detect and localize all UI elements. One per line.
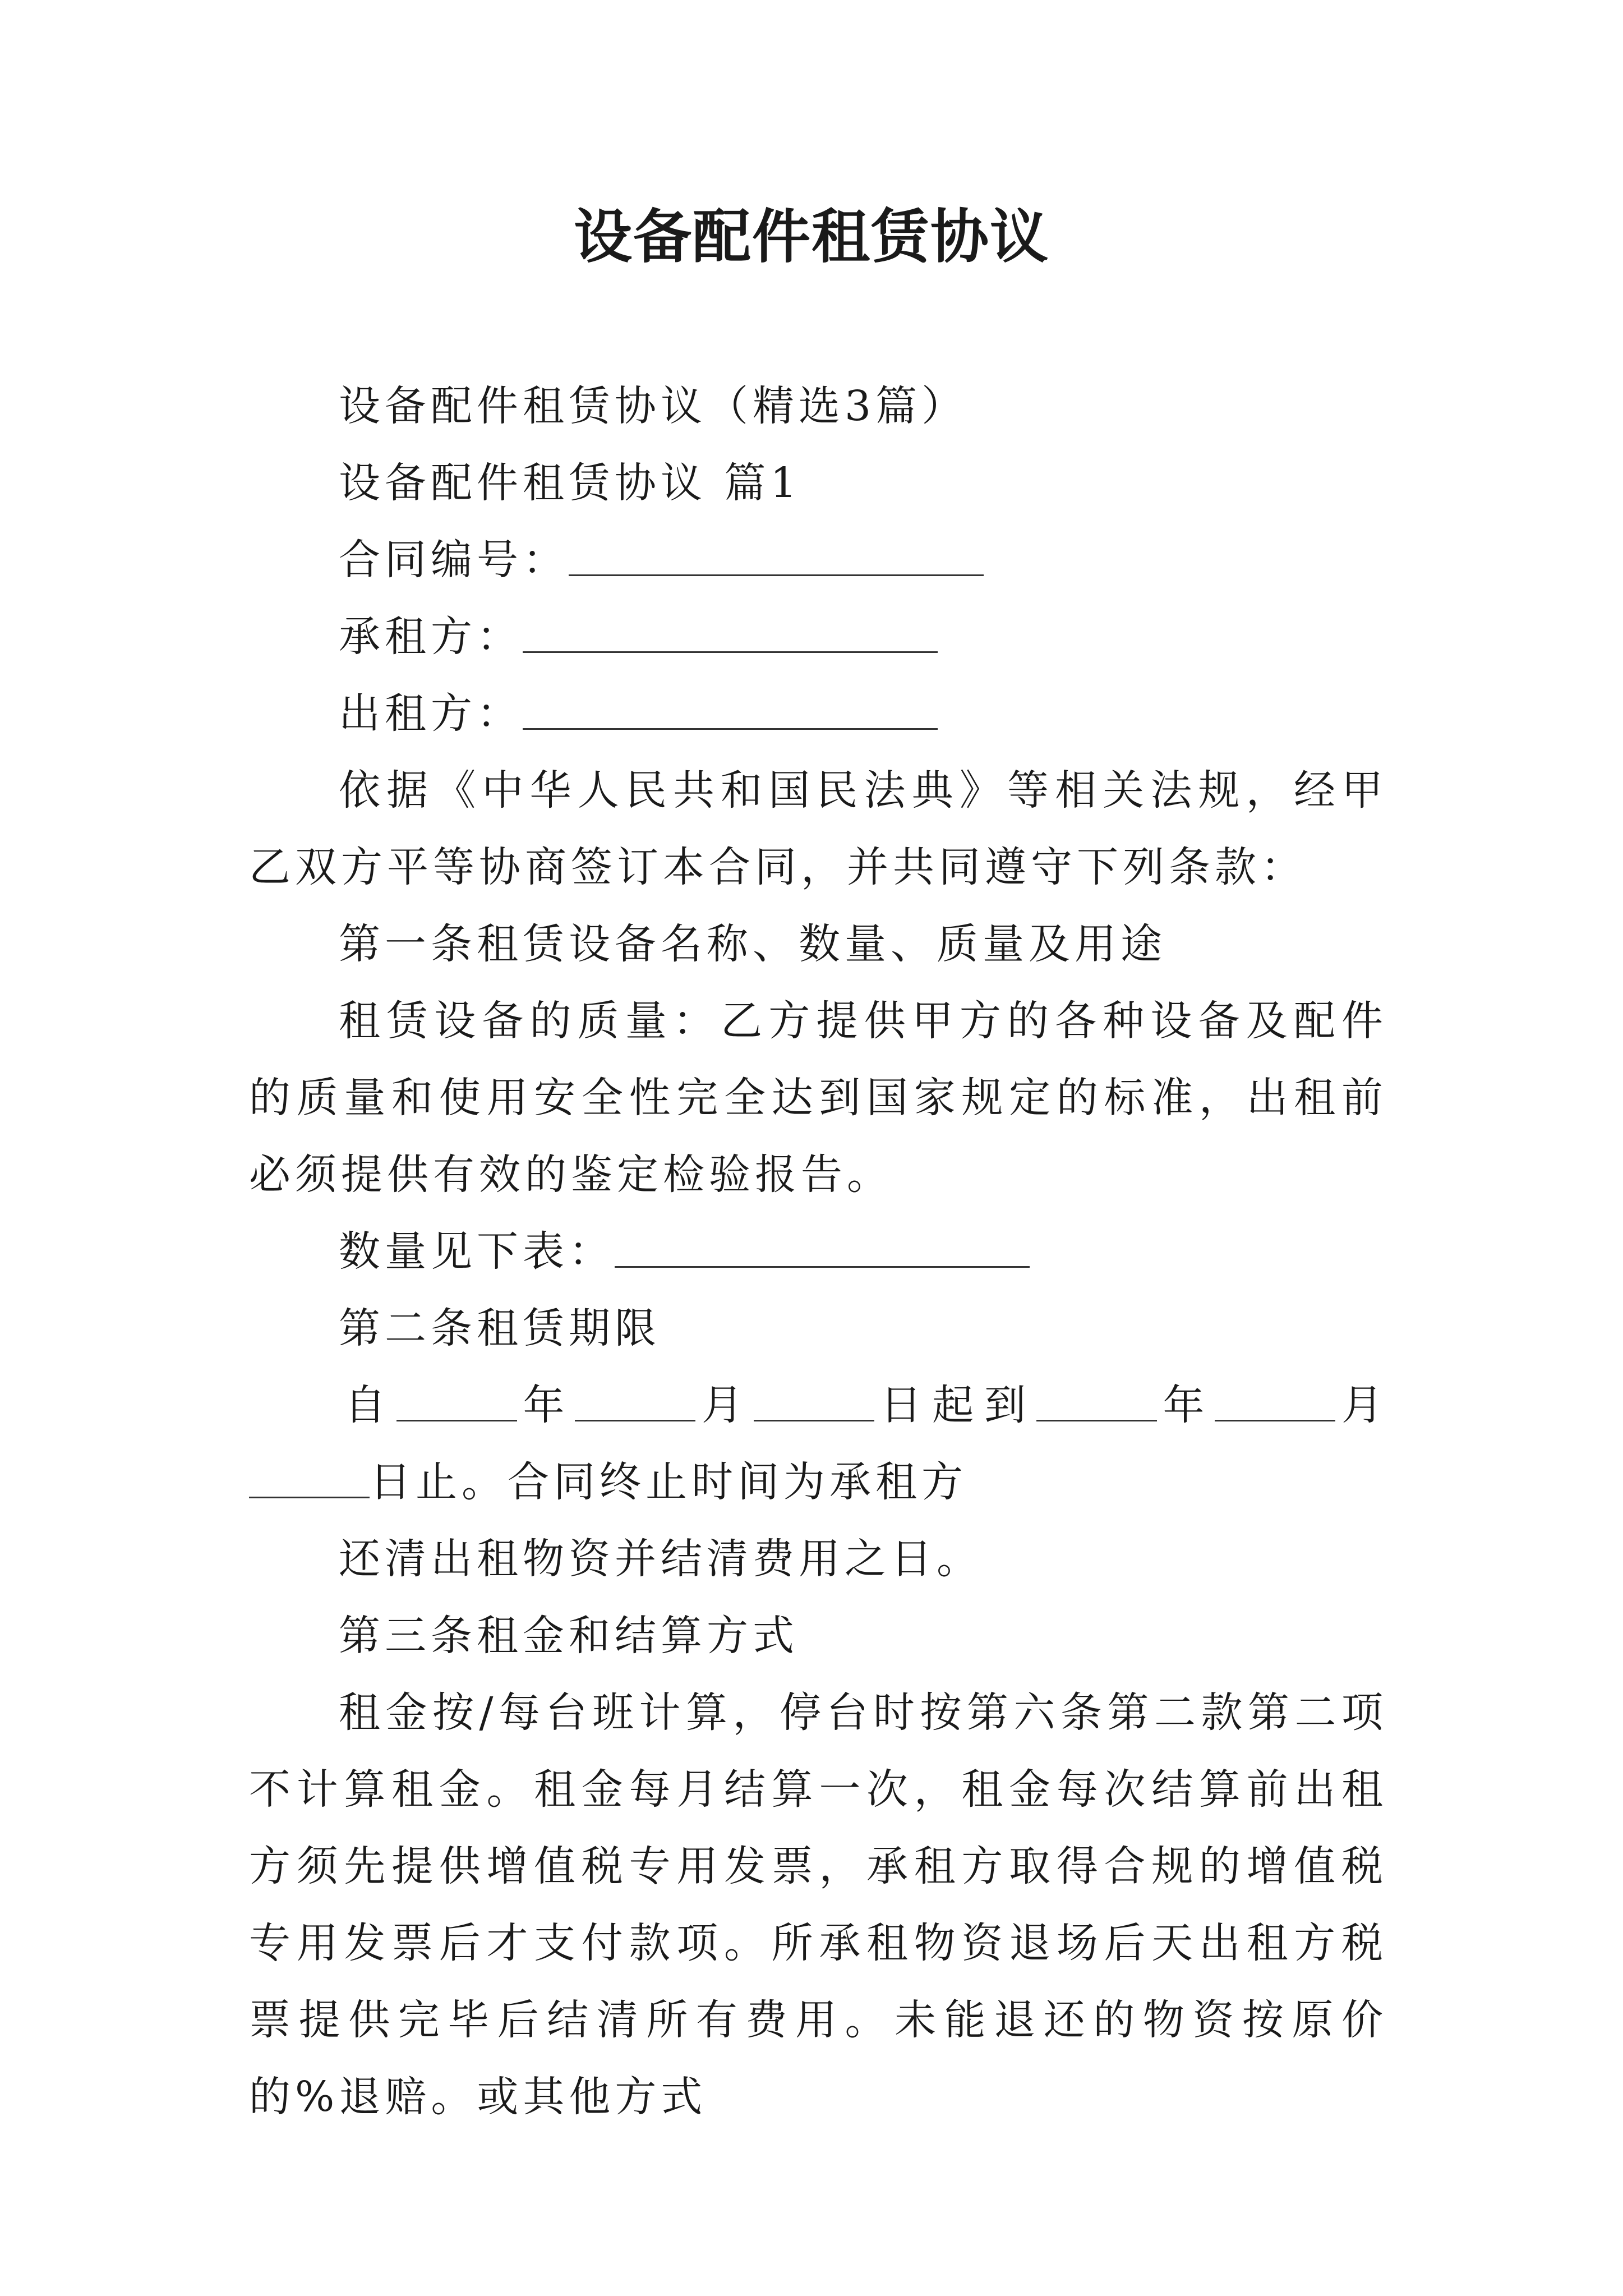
quantity-label: 数量见下表：: [339, 1227, 615, 1276]
section-heading: 设备配件租赁协议 篇1: [339, 459, 801, 507]
quantity-blank: [615, 1227, 1030, 1268]
start-year-label: 年: [517, 1381, 575, 1429]
start-day-blank: [754, 1381, 874, 1421]
intro-paragraph: 依据《中华人民共和国民法典》等相关法规，经甲乙双方平等协商签订本合同，并共同遵守下列条款：: [249, 766, 1387, 891]
document-title: 设备配件租赁协议: [573, 203, 1049, 271]
article1-heading: 第一条租赁设备名称、数量、质量及用途: [339, 920, 1166, 968]
end-month-blank: [1215, 1381, 1335, 1421]
start-month-blank: [575, 1381, 695, 1421]
quantity-line: [249, 1213, 1387, 1290]
article2-heading: 第二条租赁期限: [339, 1304, 661, 1352]
article3-heading: 第三条租金和结算方式: [339, 1612, 799, 1660]
subtitle-line: 设备配件租赁协议（精选3篇）: [339, 382, 968, 430]
lease-term-paragraph: [249, 1367, 1387, 1521]
lessor-blank: [523, 689, 938, 730]
article1-quality-paragraph: 租赁设备的质量：乙方提供甲方的各种设备及配件的质量和使用安全性完全达到国家规定的标准，出租前必须提供有效的鉴定检验报告。: [249, 997, 1387, 1199]
start-month-label: 月: [695, 1381, 754, 1429]
date-from: 自: [344, 1381, 396, 1429]
document-body: [249, 368, 1387, 2136]
end-year-blank: [1036, 1381, 1157, 1421]
lessee-line: [249, 599, 1387, 675]
lessee-blank: [523, 612, 938, 653]
start-day-label: 日起到: [874, 1381, 1036, 1429]
contract-number-blank: [569, 535, 984, 576]
end-year-label: 年: [1156, 1381, 1215, 1429]
lessee-label: 承租方：: [339, 613, 523, 661]
lessor-line: [249, 675, 1387, 752]
end-day-label: 日止。合同终止时间为承租方: [370, 1458, 967, 1506]
article3-paragraph: 租金按/每台班计算，停台时按第六条第二款第二项不计算租金。租金每月结算一次，租金每次结算前出租方须先提供增值税专用发票，承租方取得合规的增值税专用发票后才支付款项。所承租物资退场后天出租方税票提供完毕后结清所有费用。未能退还的物资按原价的%退赔。或其他方式: [249, 1688, 1387, 2121]
contract-number-line: [249, 522, 1387, 599]
start-year-blank: [396, 1381, 517, 1421]
lessor-label: 出租方：: [339, 689, 523, 738]
end-month-label: 月: [1335, 1381, 1387, 1429]
contract-number-label: 合同编号：: [339, 536, 569, 584]
article2-end-line: 还清出租物资并结清费用之日。: [339, 1535, 983, 1583]
end-day-blank: [249, 1457, 370, 1498]
